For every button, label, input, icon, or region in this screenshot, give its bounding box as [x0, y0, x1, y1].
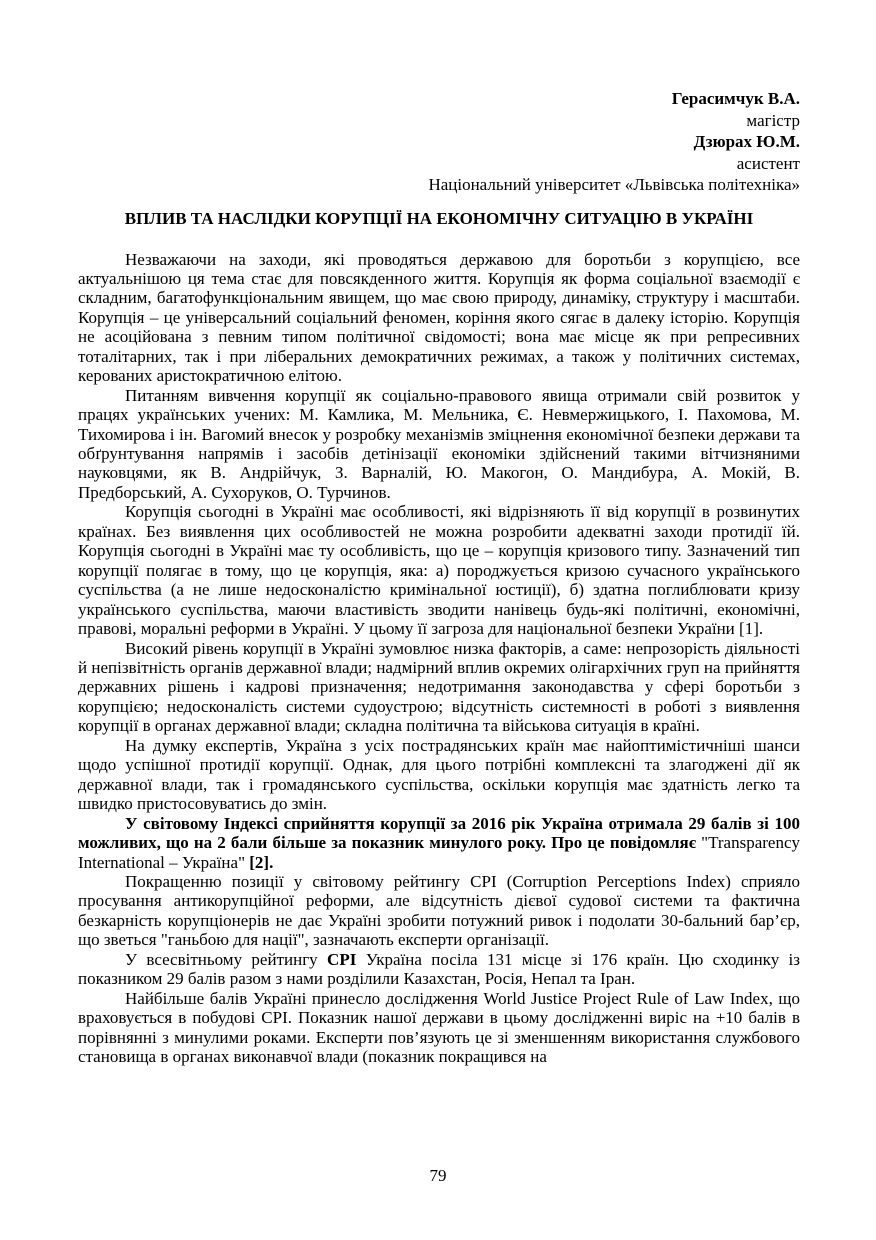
- bold-text-run: У світовому Індексі сприйняття корупції за 2016 рік Україна отримала 29 балів зі 100 можливих, що на 2 бали більше за показник минулого року. Про це повідомляє: [78, 813, 800, 853]
- page-content: [78, 88, 800, 1067]
- author-role-2: асистент: [736, 153, 800, 173]
- paragraph-4: [78, 639, 800, 736]
- text-run: Найбільше балів Україні принесло дослідження World Justice Project Rule of Law Index, що враховується в побудові CPI. Показник нашої держави в цьому дослідженні виріс на +10 балів в порівнянні з минулими роками. Експерти пов’язують це зі зменшенням використання службового становища в органах виконавчої влади (показник покращився на: [78, 988, 800, 1067]
- bold-text-run: CPI: [327, 949, 357, 969]
- paragraph-7: [78, 872, 800, 950]
- text-run: У всесвітньому рейтингу: [125, 949, 328, 969]
- bold-text-run: [2].: [249, 852, 274, 872]
- text-run: Високий рівень корупції в Україні зумовлює низка факторів, а саме: непрозорість діяльності й непізвітність органів державної влади; надмірний вплив окремих олігархічних груп на прийняття державних рішень і кадрові призначення; недотримання законодавства у сфері боротьби з корупцією; недосконалість системи судоустрою; відсутність системності в роботі з виявлення корупції в органах державної влади; складна політична та військова ситуація в країні.: [78, 638, 800, 736]
- text-run: На думку експертів, Україна з усіх пострадянських країн має найоптимістичніші шанси щодо успішної протидії корупції. Однак, для цього потрібні комплексні та злагоджені дії як державної влади, так і громадянського суспільства, оскільки корупція має здатність легко та швидко пристосовуватись до змін.: [78, 735, 800, 814]
- paper-title: ВПЛИВ ТА НАСЛІДКИ КОРУПЦІЇ НА ЕКОНОМІЧНУ СИТУАЦІЮ В УКРАЇНІ: [124, 208, 754, 228]
- author-role-1: магістр: [746, 110, 800, 130]
- author-name-1: Герасимчук В.А.: [671, 89, 800, 108]
- affiliation: Національний університет «Львівська політехніка»: [428, 175, 800, 194]
- text-run: Покращенню позиції у світовому рейтингу CPI (Corruption Perceptions Index) сприяло просування антикорупційної реформи, але відсутність дієвої судової системи та фактична безкарність корупціонерів не дає Україні зробити потужний ривок і подолати 30-бальний бар’єр, що зветься "ганьбою для нації", зазначають експерти організації.: [78, 872, 800, 950]
- text-run: Незважаючи на заходи, які проводяться державою для боротьби з корупцією, все актуальнішою ця тема стає для повсякденного життя. Корупція як форма соціальної взаємодії є складним, багатофункціональним явищем, що має свою природу, динаміку, структуру і масштаби. Корупція – це універсальний соціальний феномен, коріння якого сягає в далеку історію. Корупція не асоційована з певним типом політичної свідомості; вона має місце як при репресивних тоталітарних, так і при ліберальних демократичних режимах, а також у політичних системах, керованих аристократичною елітою.: [78, 249, 800, 386]
- author-name-2: Дзюрах Ю.М.: [693, 132, 800, 151]
- text-run: "Transparency International – Україна": [78, 833, 800, 872]
- paragraph-3: [78, 502, 800, 638]
- page-number: 79: [429, 1166, 447, 1185]
- text-run: Україна посіла 131 місце зі 176 країн. Цю сходинку із показником 29 балів разом з нами розділили Казахстан, Росія, Непал та Іран.: [78, 949, 800, 989]
- paragraph-8: [78, 950, 800, 989]
- paragraph-2: [78, 386, 800, 503]
- paragraph-6: [78, 814, 800, 872]
- text-run: Корупція сьогодні в Україні має особливості, які відрізняють її від корупції в розвинутих країнах. Без виявлення цих особливостей не можна розробити адекватні заходи протидії їй. Корупція сьогодні в Україні має ту особливість, що це – корупція кризового типу. Зазначений тип корупції полягає в тому, що це корупція, яка: а) породжується кризою сучасного українського суспільства (а не лише недосконалістю кримінальної юстиції), б) здатна поглиблювати кризу українського суспільства, маючи властивість зводити нанівець будь-які політичні, економічні, правові, моральні реформи в Україні. У цьому її загроза для національної безпеки України [1].: [78, 502, 800, 639]
- paragraph-1: [78, 250, 800, 386]
- text-run: Питанням вивчення корупції як соціально-правового явища отримали свій розвиток у працях українських учених: М. Камлика, М. Мельника, Є. Невмержицького, І. Пахомова, М. Тихомирова і ін. Вагомий внесок у розробку механізмів зміцнення економічної безпеки держави та обґрунтування напрямів і засобів детінізації економіки здійснений такими вітчизняними науковцями, як В. Андрійчук, З. Варналій, Ю. Макогон, О. Мандибура, А. Мокій, В. Предборський, А. Сухоруков, О. Турчинов.: [78, 385, 800, 502]
- paragraph-5: [78, 736, 800, 814]
- paragraph-9: [78, 989, 800, 1067]
- article-body: [78, 250, 800, 1067]
- author-block: [78, 88, 800, 196]
